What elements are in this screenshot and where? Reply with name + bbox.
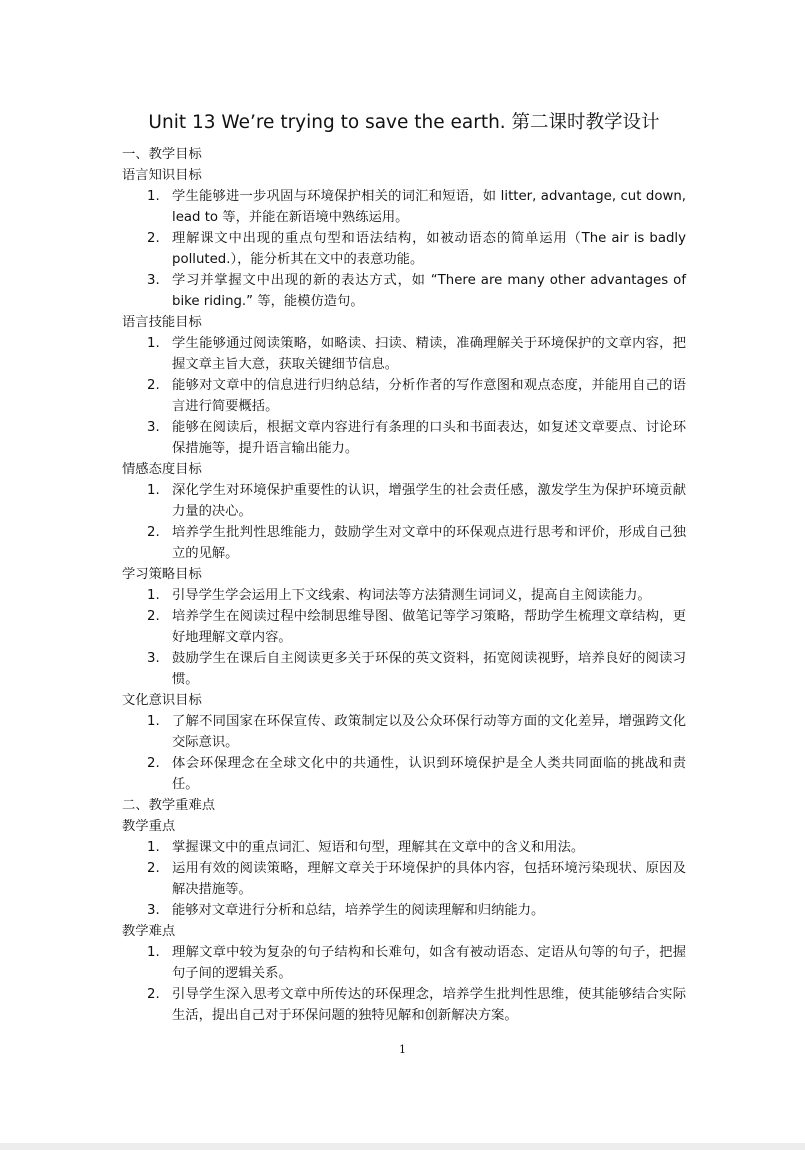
list-number: 1. xyxy=(147,336,160,351)
list-item xyxy=(122,375,686,417)
list-item xyxy=(122,417,686,459)
list-number: 1. xyxy=(147,840,160,855)
numbered-list xyxy=(122,837,686,921)
list-number: 2. xyxy=(147,609,160,624)
list-item xyxy=(122,585,686,606)
list-number: 2. xyxy=(147,987,160,1002)
list-item-text: 能够在阅读后，根据文章内容进行有条理的口头和书面表达，如复述文章要点、讨论环保措施等，提升语言输出能力。 xyxy=(172,420,686,456)
list-item xyxy=(122,522,686,564)
section-heading: 文化意识目标 xyxy=(122,693,202,708)
list-number: 1. xyxy=(147,588,160,603)
section-heading: 语言知识目标 xyxy=(122,168,202,183)
document-body xyxy=(122,144,686,1026)
list-number: 2. xyxy=(147,378,160,393)
numbered-list xyxy=(122,480,686,564)
list-item-text: 能够对文章中的信息进行归纳总结，分析作者的写作意图和观点态度，并能用自己的语言进行简要概括。 xyxy=(172,378,686,414)
list-item xyxy=(122,480,686,522)
numbered-list xyxy=(122,711,686,795)
section-heading: 一、教学目标 xyxy=(122,147,202,162)
list-item-text: 理解课文中出现的重点句型和语法结构，如被动语态的简单运用（The air is badly polluted.），能分析其在文中的表意功能。 xyxy=(172,231,686,267)
section-heading: 语言技能目标 xyxy=(122,315,202,330)
list-number: 1. xyxy=(147,189,160,204)
list-number: 1. xyxy=(147,483,160,498)
list-item-text: 引导学生深入思考文章中所传达的环保理念，培养学生批判性思维，使其能够结合实际生活，提出自己对于环保问题的独特见解和创新解决方案。 xyxy=(172,987,686,1023)
numbered-list xyxy=(122,585,686,690)
numbered-list xyxy=(122,186,686,312)
list-item-text: 能够对文章进行分析和总结，培养学生的阅读理解和归纳能力。 xyxy=(172,903,545,918)
list-number: 2. xyxy=(147,231,160,246)
numbered-list xyxy=(122,333,686,459)
list-item-text: 理解文章中较为复杂的句子结构和长难句，如含有被动语态、定语从句等的句子，把握句子间的逻辑关系。 xyxy=(172,945,686,981)
list-item-text: 掌握课文中的重点词汇、短语和句型，理解其在文章中的含义和用法。 xyxy=(172,840,585,855)
section-heading: 情感态度目标 xyxy=(122,462,202,477)
list-item-text: 学生能够进一步巩固与环境保护相关的词汇和短语，如 litter, advantage, cut down, lead to 等，并能在新语境中熟练运用。 xyxy=(172,189,686,225)
list-item xyxy=(122,858,686,900)
list-number: 3. xyxy=(147,420,160,435)
page-title: Unit 13 We’re trying to save the earth. 第二课时教学设计 xyxy=(148,112,660,133)
list-item-text: 培养学生在阅读过程中绘制思维导图、做笔记等学习策略，帮助学生梳理文章结构，更好地理解文章内容。 xyxy=(172,609,686,645)
numbered-list xyxy=(122,942,686,1026)
list-item xyxy=(122,270,686,312)
list-item-text: 引导学生学会运用上下文线索、构词法等方法猜测生词词义，提高自主阅读能力。 xyxy=(172,588,651,603)
list-number: 2. xyxy=(147,525,160,540)
list-item xyxy=(122,606,686,648)
list-number: 3. xyxy=(147,273,160,288)
list-item-text: 了解不同国家在环保宣传、政策制定以及公众环保行动等方面的文化差异，增强跨文化交际意识。 xyxy=(172,714,686,750)
list-item-text: 学习并掌握文中出现的新的表达方式，如 “There are many other advantages of bike riding.” 等，能模仿造句。 xyxy=(172,273,686,309)
list-number: 2. xyxy=(147,756,160,771)
list-item-text: 体会环保理念在全球文化中的共通性，认识到环境保护是全人类共同面临的挑战和责任。 xyxy=(172,756,686,792)
section-heading: 教学难点 xyxy=(122,924,176,939)
list-item-text: 培养学生批判性思维能力，鼓励学生对文章中的环保观点进行思考和评价，形成自己独立的见解。 xyxy=(172,525,686,561)
list-item-text: 鼓励学生在课后自主阅读更多关于环保的英文资料，拓宽阅读视野，培养良好的阅读习惯。 xyxy=(172,651,686,687)
list-item xyxy=(122,984,686,1026)
list-item xyxy=(122,837,686,858)
list-item xyxy=(122,753,686,795)
list-item xyxy=(122,228,686,270)
list-item xyxy=(122,333,686,375)
list-number: 3. xyxy=(147,651,160,666)
list-item xyxy=(122,900,686,921)
list-item xyxy=(122,186,686,228)
list-number: 2. xyxy=(147,861,160,876)
page-number: 1 xyxy=(399,1043,406,1056)
list-item-text: 运用有效的阅读策略，理解文章关于环境保护的具体内容，包括环境污染现状、原因及解决措施等。 xyxy=(172,861,686,897)
section-heading: 教学重点 xyxy=(122,819,176,834)
list-item-text: 学生能够通过阅读策略，如略读、扫读、精读，准确理解关于环境保护的文章内容，把握文章主旨大意，获取关键细节信息。 xyxy=(172,336,686,372)
list-item xyxy=(122,711,686,753)
list-item-text: 深化学生对环境保护重要性的认识，增强学生的社会责任感，激发学生为保护环境贡献力量的决心。 xyxy=(172,483,686,519)
list-item xyxy=(122,648,686,690)
list-number: 3. xyxy=(147,903,160,918)
section-heading: 学习策略目标 xyxy=(122,567,202,582)
list-item xyxy=(122,942,686,984)
section-heading: 二、教学重难点 xyxy=(122,798,216,813)
list-number: 1. xyxy=(147,945,160,960)
list-number: 1. xyxy=(147,714,160,729)
